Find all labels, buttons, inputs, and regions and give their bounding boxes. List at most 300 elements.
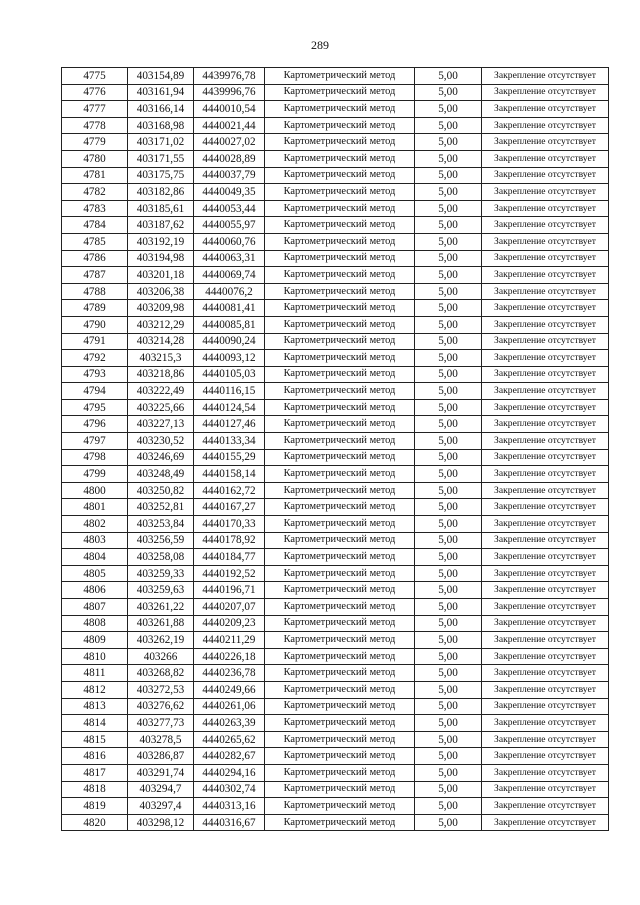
method-cell: Картометрический метод [265, 466, 415, 483]
x-coordinate-cell: 403182,86 [128, 184, 194, 201]
method-cell: Картометрический метод [265, 416, 415, 433]
x-coordinate-cell: 403266 [128, 648, 194, 665]
x-coordinate-cell: 403276,62 [128, 698, 194, 715]
table-row [62, 599, 609, 616]
accuracy-cell: 5,00 [415, 665, 482, 682]
fixation-cell: Закрепление отсутствует [482, 300, 609, 317]
x-coordinate-cell: 403297,4 [128, 798, 194, 815]
y-coordinate-cell: 4440081,41 [194, 300, 265, 317]
table-row [62, 748, 609, 765]
fixation-cell: Закрепление отсутствует [482, 632, 609, 649]
table-row [62, 184, 609, 201]
point-number-cell: 4804 [62, 549, 128, 566]
accuracy-cell: 5,00 [415, 300, 482, 317]
accuracy-cell: 5,00 [415, 134, 482, 151]
y-coordinate-cell: 4440170,33 [194, 516, 265, 533]
method-cell: Картометрический метод [265, 333, 415, 350]
x-coordinate-cell: 403201,18 [128, 267, 194, 284]
y-coordinate-cell: 4439996,76 [194, 84, 265, 101]
accuracy-cell: 5,00 [415, 350, 482, 367]
point-number-cell: 4807 [62, 599, 128, 616]
y-coordinate-cell: 4440060,76 [194, 233, 265, 250]
fixation-cell: Закрепление отсутствует [482, 665, 609, 682]
table-row [62, 516, 609, 533]
fixation-cell: Закрепление отсутствует [482, 482, 609, 499]
accuracy-cell: 5,00 [415, 466, 482, 483]
fixation-cell: Закрепление отсутствует [482, 615, 609, 632]
table-row [62, 715, 609, 732]
accuracy-cell: 5,00 [415, 499, 482, 516]
accuracy-cell: 5,00 [415, 516, 482, 533]
x-coordinate-cell: 403272,53 [128, 681, 194, 698]
fixation-cell: Закрепление отсутствует [482, 184, 609, 201]
accuracy-cell: 5,00 [415, 764, 482, 781]
coordinates-table [61, 67, 609, 831]
table-row [62, 648, 609, 665]
x-coordinate-cell: 403248,49 [128, 466, 194, 483]
y-coordinate-cell: 4440049,35 [194, 184, 265, 201]
fixation-cell: Закрепление отсутствует [482, 416, 609, 433]
fixation-cell: Закрепление отсутствует [482, 101, 609, 118]
x-coordinate-cell: 403171,55 [128, 150, 194, 167]
x-coordinate-cell: 403230,52 [128, 433, 194, 450]
fixation-cell: Закрепление отсутствует [482, 433, 609, 450]
method-cell: Картометрический метод [265, 582, 415, 599]
x-coordinate-cell: 403154,89 [128, 68, 194, 85]
fixation-cell: Закрепление отсутствует [482, 167, 609, 184]
method-cell: Картометрический метод [265, 150, 415, 167]
point-number-cell: 4779 [62, 134, 128, 151]
fixation-cell: Закрепление отсутствует [482, 383, 609, 400]
method-cell: Картометрический метод [265, 283, 415, 300]
fixation-cell: Закрепление отсутствует [482, 466, 609, 483]
y-coordinate-cell: 4440021,44 [194, 117, 265, 134]
method-cell: Картометрический метод [265, 748, 415, 765]
y-coordinate-cell: 4440209,23 [194, 615, 265, 632]
y-coordinate-cell: 4440076,2 [194, 283, 265, 300]
fixation-cell: Закрепление отсутствует [482, 233, 609, 250]
method-cell: Картометрический метод [265, 383, 415, 400]
point-number-cell: 4812 [62, 681, 128, 698]
x-coordinate-cell: 403277,73 [128, 715, 194, 732]
accuracy-cell: 5,00 [415, 715, 482, 732]
y-coordinate-cell: 4440316,67 [194, 814, 265, 831]
y-coordinate-cell: 4440053,44 [194, 200, 265, 217]
point-number-cell: 4810 [62, 648, 128, 665]
x-coordinate-cell: 403253,84 [128, 516, 194, 533]
y-coordinate-cell: 4440302,74 [194, 781, 265, 798]
point-number-cell: 4819 [62, 798, 128, 815]
x-coordinate-cell: 403222,49 [128, 383, 194, 400]
accuracy-cell: 5,00 [415, 117, 482, 134]
accuracy-cell: 5,00 [415, 748, 482, 765]
y-coordinate-cell: 4440069,74 [194, 267, 265, 284]
method-cell: Картометрический метод [265, 698, 415, 715]
point-number-cell: 4809 [62, 632, 128, 649]
table-row [62, 698, 609, 715]
method-cell: Картометрический метод [265, 599, 415, 616]
table-row [62, 283, 609, 300]
x-coordinate-cell: 403246,69 [128, 449, 194, 466]
method-cell: Картометрический метод [265, 499, 415, 516]
accuracy-cell: 5,00 [415, 333, 482, 350]
table-row [62, 333, 609, 350]
fixation-cell: Закрепление отсутствует [482, 134, 609, 151]
y-coordinate-cell: 4440063,31 [194, 250, 265, 267]
method-cell: Картометрический метод [265, 217, 415, 234]
y-coordinate-cell: 4440055,97 [194, 217, 265, 234]
method-cell: Картометрический метод [265, 350, 415, 367]
point-number-cell: 4798 [62, 449, 128, 466]
method-cell: Картометрический метод [265, 565, 415, 582]
table-row [62, 399, 609, 416]
method-cell: Картометрический метод [265, 615, 415, 632]
x-coordinate-cell: 403166,14 [128, 101, 194, 118]
method-cell: Картометрический метод [265, 731, 415, 748]
point-number-cell: 4783 [62, 200, 128, 217]
accuracy-cell: 5,00 [415, 233, 482, 250]
fixation-cell: Закрепление отсутствует [482, 549, 609, 566]
table-row [62, 499, 609, 516]
method-cell: Картометрический метод [265, 117, 415, 134]
accuracy-cell: 5,00 [415, 366, 482, 383]
table-row [62, 316, 609, 333]
x-coordinate-cell: 403206,38 [128, 283, 194, 300]
table-row [62, 267, 609, 284]
table-row [62, 117, 609, 134]
fixation-cell: Закрепление отсутствует [482, 532, 609, 549]
point-number-cell: 4799 [62, 466, 128, 483]
accuracy-cell: 5,00 [415, 200, 482, 217]
accuracy-cell: 5,00 [415, 267, 482, 284]
table-row [62, 615, 609, 632]
accuracy-cell: 5,00 [415, 184, 482, 201]
method-cell: Картометрический метод [265, 681, 415, 698]
x-coordinate-cell: 403258,08 [128, 549, 194, 566]
accuracy-cell: 5,00 [415, 217, 482, 234]
method-cell: Картометрический метод [265, 715, 415, 732]
fixation-cell: Закрепление отсутствует [482, 267, 609, 284]
point-number-cell: 4788 [62, 283, 128, 300]
method-cell: Картометрический метод [265, 200, 415, 217]
point-number-cell: 4806 [62, 582, 128, 599]
point-number-cell: 4805 [62, 565, 128, 582]
table-row [62, 798, 609, 815]
point-number-cell: 4813 [62, 698, 128, 715]
method-cell: Картометрический метод [265, 532, 415, 549]
fixation-cell: Закрепление отсутствует [482, 698, 609, 715]
y-coordinate-cell: 4440263,39 [194, 715, 265, 732]
accuracy-cell: 5,00 [415, 681, 482, 698]
x-coordinate-cell: 403294,7 [128, 781, 194, 798]
fixation-cell: Закрепление отсутствует [482, 582, 609, 599]
y-coordinate-cell: 4440236,78 [194, 665, 265, 682]
table-row [62, 350, 609, 367]
table-body [62, 68, 609, 831]
fixation-cell: Закрепление отсутствует [482, 333, 609, 350]
accuracy-cell: 5,00 [415, 565, 482, 582]
table-row [62, 565, 609, 582]
table-row [62, 665, 609, 682]
point-number-cell: 4791 [62, 333, 128, 350]
table-row [62, 814, 609, 831]
x-coordinate-cell: 403215,3 [128, 350, 194, 367]
y-coordinate-cell: 4440265,62 [194, 731, 265, 748]
method-cell: Картометрический метод [265, 632, 415, 649]
table-row [62, 532, 609, 549]
table-row [62, 68, 609, 85]
x-coordinate-cell: 403168,98 [128, 117, 194, 134]
table-row [62, 233, 609, 250]
fixation-cell: Закрепление отсутствует [482, 316, 609, 333]
point-number-cell: 4820 [62, 814, 128, 831]
accuracy-cell: 5,00 [415, 399, 482, 416]
fixation-cell: Закрепление отсутствует [482, 399, 609, 416]
point-number-cell: 4803 [62, 532, 128, 549]
fixation-cell: Закрепление отсутствует [482, 798, 609, 815]
y-coordinate-cell: 4440294,16 [194, 764, 265, 781]
point-number-cell: 4777 [62, 101, 128, 118]
point-number-cell: 4808 [62, 615, 128, 632]
table-row [62, 632, 609, 649]
accuracy-cell: 5,00 [415, 648, 482, 665]
accuracy-cell: 5,00 [415, 433, 482, 450]
accuracy-cell: 5,00 [415, 549, 482, 566]
y-coordinate-cell: 4440105,03 [194, 366, 265, 383]
y-coordinate-cell: 4440127,46 [194, 416, 265, 433]
y-coordinate-cell: 4440207,07 [194, 599, 265, 616]
fixation-cell: Закрепление отсутствует [482, 499, 609, 516]
accuracy-cell: 5,00 [415, 416, 482, 433]
x-coordinate-cell: 403259,63 [128, 582, 194, 599]
fixation-cell: Закрепление отсутствует [482, 283, 609, 300]
y-coordinate-cell: 4440178,92 [194, 532, 265, 549]
accuracy-cell: 5,00 [415, 482, 482, 499]
y-coordinate-cell: 4440028,89 [194, 150, 265, 167]
table-row [62, 150, 609, 167]
table-row [62, 217, 609, 234]
method-cell: Картометрический метод [265, 233, 415, 250]
x-coordinate-cell: 403227,13 [128, 416, 194, 433]
y-coordinate-cell: 4440184,77 [194, 549, 265, 566]
x-coordinate-cell: 403209,98 [128, 300, 194, 317]
x-coordinate-cell: 403192,19 [128, 233, 194, 250]
x-coordinate-cell: 403185,61 [128, 200, 194, 217]
x-coordinate-cell: 403259,33 [128, 565, 194, 582]
accuracy-cell: 5,00 [415, 781, 482, 798]
y-coordinate-cell: 4440282,67 [194, 748, 265, 765]
table-row [62, 482, 609, 499]
method-cell: Картометрический метод [265, 781, 415, 798]
point-number-cell: 4785 [62, 233, 128, 250]
table-row [62, 466, 609, 483]
y-coordinate-cell: 4440090,24 [194, 333, 265, 350]
y-coordinate-cell: 4440116,15 [194, 383, 265, 400]
accuracy-cell: 5,00 [415, 698, 482, 715]
point-number-cell: 4816 [62, 748, 128, 765]
point-number-cell: 4789 [62, 300, 128, 317]
x-coordinate-cell: 403261,88 [128, 615, 194, 632]
method-cell: Картометрический метод [265, 84, 415, 101]
x-coordinate-cell: 403175,75 [128, 167, 194, 184]
fixation-cell: Закрепление отсутствует [482, 814, 609, 831]
fixation-cell: Закрепление отсутствует [482, 731, 609, 748]
y-coordinate-cell: 4440226,18 [194, 648, 265, 665]
fixation-cell: Закрепление отсутствует [482, 715, 609, 732]
y-coordinate-cell: 4440249,66 [194, 681, 265, 698]
y-coordinate-cell: 4440167,27 [194, 499, 265, 516]
point-number-cell: 4786 [62, 250, 128, 267]
y-coordinate-cell: 4440313,16 [194, 798, 265, 815]
point-number-cell: 4792 [62, 350, 128, 367]
fixation-cell: Закрепление отсутствует [482, 516, 609, 533]
table-row [62, 84, 609, 101]
accuracy-cell: 5,00 [415, 250, 482, 267]
y-coordinate-cell: 4440192,52 [194, 565, 265, 582]
fixation-cell: Закрепление отсутствует [482, 781, 609, 798]
method-cell: Картометрический метод [265, 764, 415, 781]
table-row [62, 300, 609, 317]
fixation-cell: Закрепление отсутствует [482, 764, 609, 781]
table-row [62, 134, 609, 151]
point-number-cell: 4814 [62, 715, 128, 732]
accuracy-cell: 5,00 [415, 283, 482, 300]
method-cell: Картометрический метод [265, 184, 415, 201]
accuracy-cell: 5,00 [415, 532, 482, 549]
table-row [62, 731, 609, 748]
x-coordinate-cell: 403252,81 [128, 499, 194, 516]
accuracy-cell: 5,00 [415, 731, 482, 748]
x-coordinate-cell: 403214,28 [128, 333, 194, 350]
method-cell: Картометрический метод [265, 648, 415, 665]
y-coordinate-cell: 4440037,79 [194, 167, 265, 184]
point-number-cell: 4787 [62, 267, 128, 284]
y-coordinate-cell: 4440027,02 [194, 134, 265, 151]
table-row [62, 101, 609, 118]
method-cell: Картометрический метод [265, 433, 415, 450]
accuracy-cell: 5,00 [415, 383, 482, 400]
point-number-cell: 4795 [62, 399, 128, 416]
table-row [62, 549, 609, 566]
method-cell: Картометрический метод [265, 267, 415, 284]
point-number-cell: 4782 [62, 184, 128, 201]
y-coordinate-cell: 4440211,29 [194, 632, 265, 649]
point-number-cell: 4778 [62, 117, 128, 134]
accuracy-cell: 5,00 [415, 814, 482, 831]
fixation-cell: Закрепление отсутствует [482, 250, 609, 267]
method-cell: Картометрический метод [265, 366, 415, 383]
method-cell: Картометрический метод [265, 399, 415, 416]
x-coordinate-cell: 403291,74 [128, 764, 194, 781]
method-cell: Картометрический метод [265, 68, 415, 85]
x-coordinate-cell: 403171,02 [128, 134, 194, 151]
table-row [62, 764, 609, 781]
y-coordinate-cell: 4440010,54 [194, 101, 265, 118]
x-coordinate-cell: 403212,29 [128, 316, 194, 333]
method-cell: Картометрический метод [265, 101, 415, 118]
accuracy-cell: 5,00 [415, 449, 482, 466]
table-row [62, 366, 609, 383]
point-number-cell: 4794 [62, 383, 128, 400]
method-cell: Картометрический метод [265, 665, 415, 682]
accuracy-cell: 5,00 [415, 798, 482, 815]
y-coordinate-cell: 4440196,71 [194, 582, 265, 599]
table-row [62, 449, 609, 466]
point-number-cell: 4784 [62, 217, 128, 234]
y-coordinate-cell: 4440124,54 [194, 399, 265, 416]
point-number-cell: 4775 [62, 68, 128, 85]
accuracy-cell: 5,00 [415, 599, 482, 616]
method-cell: Картометрический метод [265, 516, 415, 533]
x-coordinate-cell: 403256,59 [128, 532, 194, 549]
fixation-cell: Закрепление отсутствует [482, 350, 609, 367]
y-coordinate-cell: 4440261,06 [194, 698, 265, 715]
fixation-cell: Закрепление отсутствует [482, 84, 609, 101]
accuracy-cell: 5,00 [415, 101, 482, 118]
point-number-cell: 4802 [62, 516, 128, 533]
x-coordinate-cell: 403278,5 [128, 731, 194, 748]
method-cell: Картометрический метод [265, 798, 415, 815]
method-cell: Картометрический метод [265, 449, 415, 466]
fixation-cell: Закрепление отсутствует [482, 599, 609, 616]
x-coordinate-cell: 403225,66 [128, 399, 194, 416]
accuracy-cell: 5,00 [415, 316, 482, 333]
fixation-cell: Закрепление отсутствует [482, 748, 609, 765]
accuracy-cell: 5,00 [415, 150, 482, 167]
point-number-cell: 4818 [62, 781, 128, 798]
fixation-cell: Закрепление отсутствует [482, 68, 609, 85]
y-coordinate-cell: 4439976,78 [194, 68, 265, 85]
accuracy-cell: 5,00 [415, 615, 482, 632]
fixation-cell: Закрепление отсутствует [482, 200, 609, 217]
fixation-cell: Закрепление отсутствует [482, 117, 609, 134]
y-coordinate-cell: 4440162,72 [194, 482, 265, 499]
accuracy-cell: 5,00 [415, 632, 482, 649]
fixation-cell: Закрепление отсутствует [482, 366, 609, 383]
page-number: 289 [311, 38, 329, 52]
x-coordinate-cell: 403194,98 [128, 250, 194, 267]
table-row [62, 781, 609, 798]
fixation-cell: Закрепление отсутствует [482, 217, 609, 234]
point-number-cell: 4790 [62, 316, 128, 333]
table-row [62, 383, 609, 400]
method-cell: Картометрический метод [265, 549, 415, 566]
method-cell: Картометрический метод [265, 134, 415, 151]
y-coordinate-cell: 4440133,34 [194, 433, 265, 450]
point-number-cell: 4793 [62, 366, 128, 383]
point-number-cell: 4811 [62, 665, 128, 682]
fixation-cell: Закрепление отсутствует [482, 565, 609, 582]
x-coordinate-cell: 403298,12 [128, 814, 194, 831]
accuracy-cell: 5,00 [415, 167, 482, 184]
x-coordinate-cell: 403268,82 [128, 665, 194, 682]
table-row [62, 167, 609, 184]
fixation-cell: Закрепление отсутствует [482, 648, 609, 665]
x-coordinate-cell: 403250,82 [128, 482, 194, 499]
x-coordinate-cell: 403161,94 [128, 84, 194, 101]
point-number-cell: 4796 [62, 416, 128, 433]
y-coordinate-cell: 4440155,29 [194, 449, 265, 466]
method-cell: Картометрический метод [265, 167, 415, 184]
x-coordinate-cell: 403286,87 [128, 748, 194, 765]
fixation-cell: Закрепление отсутствует [482, 681, 609, 698]
accuracy-cell: 5,00 [415, 582, 482, 599]
y-coordinate-cell: 4440158,14 [194, 466, 265, 483]
table-row [62, 433, 609, 450]
point-number-cell: 4800 [62, 482, 128, 499]
accuracy-cell: 5,00 [415, 84, 482, 101]
x-coordinate-cell: 403262,19 [128, 632, 194, 649]
